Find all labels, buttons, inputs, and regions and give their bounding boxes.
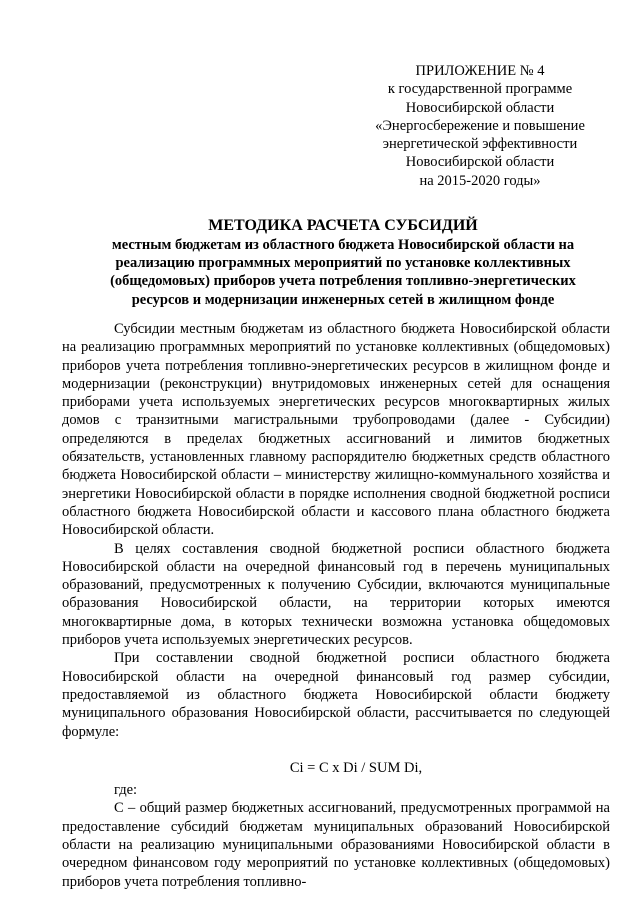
- document-body: [62, 320, 610, 891]
- appendix-line: Новосибирской области: [405, 99, 555, 116]
- subtitle-line: местным бюджетам из областного бюджета Новосибирской области на: [111, 237, 575, 253]
- definition-paragraph: С – общий размер бюджетных ассигнований, предусмотренных программой на предоставление субсидий бюджетам муниципальных образований Новосибирской области на реализацию муниципальными образованиями Новосибирской области в очередном финансовом году мероприятий по установке коллективных (общедомовых) приборов учета потребления топливно-: [62, 800, 610, 890]
- paragraph: Субсидии местным бюджетам из областного бюджета Новосибирской области на реализацию программных мероприятий по установке коллективных (общедомовых) приборов учета потребления топливно-энергетических ресурсов в жилищном фонде и модернизации (реконструкции) внутридомовых инженерных сетей для оснащения приборами учета используемых энергетических ресурсов многоквартирных жилых домов с транзитными магистральными трубопроводами (далее - Субсидии) определяются в пределах бюджетных ассигнований и лимитов бюджетных обязательств, установленных главному распорядителю бюджетных средств областного бюджета Новосибирской области – министерству жилищно-коммунального хозяйства и энергетики Новосибирской области в порядке исполнения сводной бюджетной росписи областного бюджета Новосибирской области и кассового плана областного бюджета Новосибирской области.: [62, 321, 610, 539]
- paragraph: При составлении сводной бюджетной росписи областного бюджета Новосибирской области на очередной финансовый год размер субсидии, предоставляемой из областного бюджета Новосибирской области бюджету муниципального образования Новосибирской области, рассчитывается по следующей формуле:: [62, 650, 610, 740]
- where-label: где:: [114, 782, 138, 799]
- appendix-line: на 2015-2020 годы»: [419, 172, 541, 189]
- document-heading: [60, 216, 626, 309]
- appendix-block: [370, 62, 590, 190]
- appendix-line: энергетической эффективности: [382, 136, 578, 153]
- formula: Ci = C x Di / SUM Di,: [289, 759, 423, 776]
- subtitle-line: ресурсов и модернизации инженерных сетей в жилищном фонде: [131, 291, 555, 308]
- paragraph: В целях составления сводной бюджетной росписи областного бюджета Новосибирской области на очередной финансовый год в перечень муниципальных образований, предусмотренных к получению Субсидии, включаются муниципальные образования Новосибирской области, на территории которых имеются многоквартирные дома, в которых технически возможна установка общедомовых приборов учета используемых энергетических ресурсов.: [62, 540, 610, 649]
- document-title: МЕТОДИКА РАСЧЕТА СУБСИДИЙ: [208, 217, 478, 234]
- appendix-title: ПРИЛОЖЕНИЕ № 4: [415, 63, 545, 79]
- subtitle-line: реализацию программных мероприятий по установке коллективных: [115, 255, 571, 272]
- appendix-line: к государственной программе: [387, 81, 573, 98]
- appendix-line: «Энергосбережение и повышение: [375, 117, 585, 134]
- appendix-line: Новосибирской области: [405, 154, 555, 171]
- subtitle-line: (общедомовых) приборов учета потребления топливно-энергетических: [110, 273, 576, 290]
